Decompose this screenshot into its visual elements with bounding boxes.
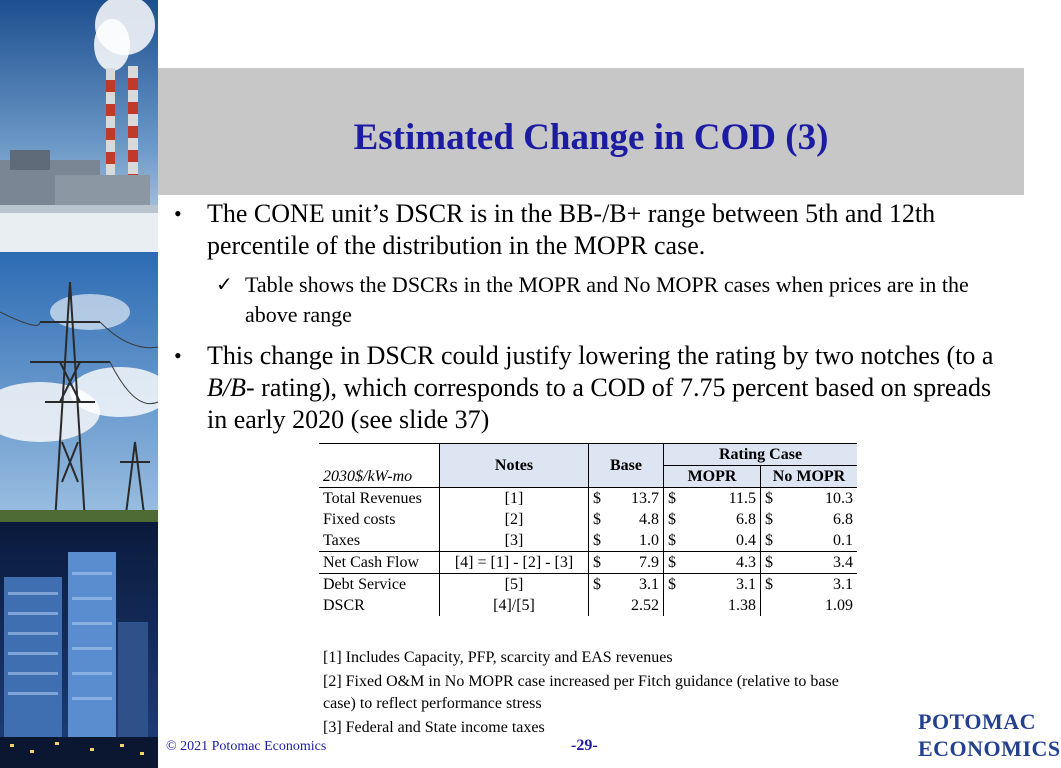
table-row	[319, 530, 857, 552]
row-mopr-value	[664, 488, 761, 510]
row-mopr-value	[664, 509, 761, 530]
footnote-3: [3] Federal and State income taxes	[323, 719, 545, 736]
power-plant-photo	[0, 0, 158, 252]
slide-title: Estimated Change in COD (3)	[353, 117, 829, 158]
cell-value: 3.1	[833, 576, 853, 593]
currency-symbol: $	[593, 490, 601, 507]
checkmark-icon: ✓	[216, 274, 233, 296]
row-no-mopr-value	[761, 509, 858, 530]
copyright-text: © 2021 Potomac Economics	[166, 739, 327, 754]
row-label: Taxes	[323, 532, 361, 549]
currency-symbol: $	[593, 532, 601, 549]
footnote-1: [1] Includes Capacity, PFP, scarcity and EAS revenues	[323, 649, 673, 666]
row-no-mopr-value	[761, 595, 858, 616]
table-row	[319, 574, 857, 596]
dscr-table	[319, 443, 857, 616]
row-no-mopr-value	[761, 574, 858, 596]
row-mopr-value	[664, 574, 761, 596]
city-skyline-photo	[0, 522, 158, 768]
sub-bullet-item	[208, 270, 1015, 330]
dscr-table-body	[319, 488, 857, 617]
table-row	[319, 552, 857, 574]
currency-symbol: $	[593, 554, 601, 571]
mopr-header: MOPR	[664, 466, 761, 488]
row-no-mopr-value	[761, 530, 858, 552]
cell-value: 1.0	[639, 532, 659, 549]
cell-value: 1.09	[825, 597, 853, 614]
row-notes: [5]	[440, 574, 589, 596]
currency-symbol: $	[765, 490, 773, 507]
bullet-list	[170, 198, 1015, 436]
logo-line-2: ECONOMICS	[918, 736, 1061, 761]
currency-symbol: $	[765, 532, 773, 549]
row-label: Debt Service	[323, 576, 407, 593]
row-mopr-value	[664, 595, 761, 616]
rating-emphasis: B/B-	[207, 373, 255, 402]
row-notes: [2]	[440, 509, 589, 530]
bullet-text: The CONE unit’s DSCR is in the BB-/B+ range between 5th and 12th percentile of the distribution in the MOPR case.	[207, 199, 936, 260]
row-label: Total Revenues	[319, 488, 440, 510]
cell-value: 10.3	[825, 490, 853, 507]
currency-symbol: $	[668, 532, 676, 549]
table-row	[319, 595, 857, 616]
cell-value: 1.38	[728, 597, 756, 614]
currency-symbol: $	[765, 576, 773, 593]
currency-symbol: $	[593, 576, 601, 593]
cell-value: 0.4	[736, 532, 756, 549]
row-label: Fixed costs	[323, 511, 396, 528]
base-header: Base	[589, 444, 664, 488]
row-mopr-value	[664, 530, 761, 552]
currency-symbol: $	[668, 490, 676, 507]
side-photo-strip	[0, 0, 158, 768]
row-base-value	[589, 595, 664, 616]
row-notes: [4] = [1] - [2] - [3]	[440, 552, 589, 574]
currency-symbol: $	[668, 554, 676, 571]
row-base-value	[589, 574, 664, 596]
row-base-value	[589, 530, 664, 552]
cell-value: 3.1	[639, 576, 659, 593]
cell-value: 4.3	[736, 554, 756, 571]
cell-value: 2.52	[631, 597, 659, 614]
cell-value: 11.5	[728, 490, 756, 507]
currency-symbol: $	[593, 511, 601, 528]
bullet-item	[170, 198, 1015, 262]
bullet-dot-icon: •	[174, 201, 182, 226]
sub-bullet-text: Table shows the DSCRs in the MOPR and No MOPR cases when prices are in the above range	[245, 272, 969, 327]
page-number: -29-	[571, 737, 598, 754]
row-notes: [4]/[5]	[440, 595, 589, 616]
cell-value: 0.1	[833, 532, 853, 549]
unit-label: 2030$/kW-mo	[319, 444, 440, 488]
row-no-mopr-value	[761, 488, 858, 510]
no-mopr-header: No MOPR	[761, 466, 858, 488]
cell-value: 13.7	[631, 490, 659, 507]
currency-symbol: $	[668, 511, 676, 528]
row-mopr-value	[664, 552, 761, 574]
bullet-dot-icon: •	[174, 343, 182, 368]
row-base-value	[589, 488, 664, 510]
row-notes: [3]	[440, 530, 589, 552]
currency-symbol: $	[668, 576, 676, 593]
power-lines-photo	[0, 252, 158, 522]
cell-value: 6.8	[736, 511, 756, 528]
table-row	[319, 488, 857, 510]
footnotes	[323, 647, 863, 741]
table-row	[319, 509, 857, 530]
row-label: DSCR	[323, 597, 365, 614]
logo-line-1: POTOMAC	[918, 709, 1036, 734]
row-label: Net Cash Flow	[319, 552, 440, 574]
cell-value: 7.9	[639, 554, 659, 571]
cell-value: 3.1	[736, 576, 756, 593]
currency-symbol: $	[765, 511, 773, 528]
notes-header: Notes	[440, 444, 589, 488]
cell-value: 6.8	[833, 511, 853, 528]
rating-case-header: Rating Case	[664, 444, 858, 466]
title-band	[158, 68, 1024, 195]
currency-symbol: $	[765, 554, 773, 571]
potomac-economics-logo	[918, 709, 1061, 765]
row-base-value	[589, 509, 664, 530]
cell-value: 4.8	[639, 511, 659, 528]
footnote-2: [2] Fixed O&M in No MOPR case increased per Fitch guidance (relative to base case) to reflect performance stress	[323, 673, 839, 712]
row-base-value	[589, 552, 664, 574]
cell-value: 3.4	[833, 554, 853, 571]
bullet-item	[170, 340, 1015, 436]
bullet-text: This change in DSCR could justify lowering the rating by two notches (to a B/B- rating), which corresponds to a COD of 7.75 percent based on spreads in early 2020 (see slide 37)	[207, 341, 994, 434]
row-notes: [1]	[440, 488, 589, 510]
row-no-mopr-value	[761, 552, 858, 574]
